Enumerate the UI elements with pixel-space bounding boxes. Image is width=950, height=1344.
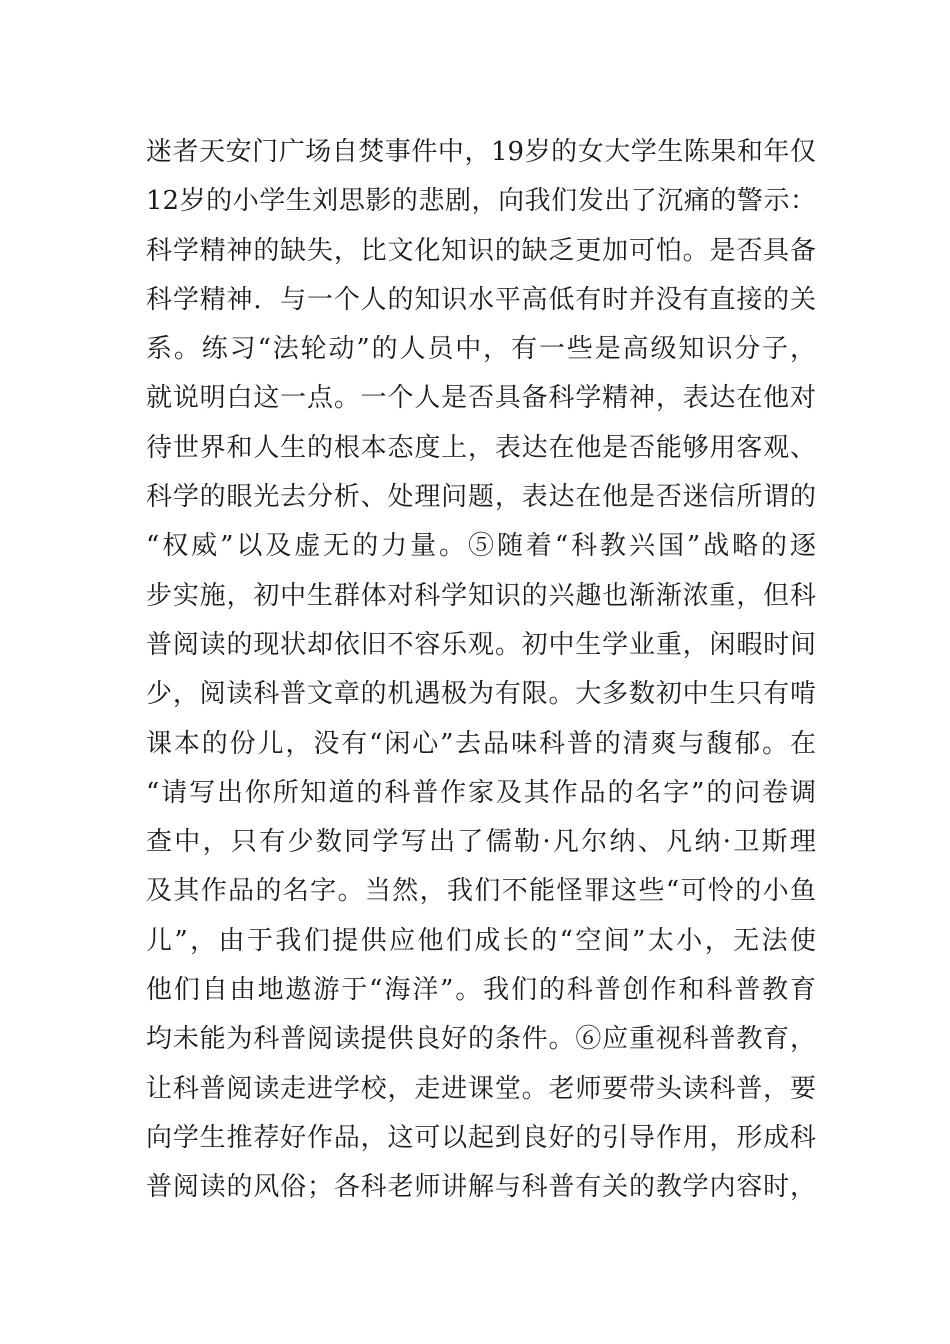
text-line: 少，阅读科普文章的机遇极为有限。大多数初中生只有啃 xyxy=(146,679,816,710)
text-line: 科学精神．与一个人的知识水平高低有时并没有直接的关 xyxy=(146,284,816,315)
text-line: 向学生推荐好作品，这可以起到良好的引导作用，形成科 xyxy=(146,1122,816,1153)
text-line: 系。练习“法轮动”的人员中，有一些是高级知识分子， xyxy=(146,334,816,365)
text-line: 课本的份儿，没有“闲心”去品味科普的清爽与馥郁。在 xyxy=(146,728,816,759)
text-line: 他们自由地遨游于“海洋”。我们的科普创作和科普教育 xyxy=(146,975,816,1006)
text-line: 查中，只有少数同学写出了儒勒·凡尔纳、凡纳·卫斯理 xyxy=(146,827,816,858)
text-line: 普阅读的风俗；各科老师讲解与科普有关的教学内容时， xyxy=(146,1172,816,1203)
text-line: 就说明白这一点。一个人是否具备科学精神，表达在他对 xyxy=(146,383,816,414)
body-text xyxy=(146,128,816,1213)
text-line: “权威”以及虚无的力量。⑤随着“科教兴国”战略的逐 xyxy=(146,531,816,562)
text-line: 科学的眼光去分析、处理问题，表达在他是否迷信所谓的 xyxy=(146,482,816,513)
text-line: “请写出你所知道的科普作家及其作品的名字”的问卷调 xyxy=(146,777,816,808)
text-line: 及其作品的名字。当然，我们不能怪罪这些“可怜的小鱼 xyxy=(146,876,816,907)
text-line: 普阅读的现状却依旧不容乐观。初中生学业重，闲暇时间 xyxy=(146,629,816,660)
text-line: 待世界和人生的根本态度上，表达在他是否能够用客观、 xyxy=(146,432,816,463)
text-line: 儿”，由于我们提供应他们成长的“空间”太小，无法使 xyxy=(146,925,816,956)
text-line: 均未能为科普阅读提供良好的条件。⑥应重视科普教育， xyxy=(146,1024,816,1055)
text-line: 让科普阅读走进学校，走进课堂。老师要带头读科普，要 xyxy=(146,1073,816,1104)
text-line: 12岁的小学生刘思影的悲剧，向我们发出了沉痛的警示： xyxy=(146,186,816,217)
text-line: 科学精神的缺失，比文化知识的缺乏更加可怕。是否具备 xyxy=(146,235,816,266)
text-line: 步实施，初中生群体对科学知识的兴趣也渐渐浓重，但科 xyxy=(146,580,816,611)
text-line: 迷者天安门广场自焚事件中，19岁的女大学生陈果和年仅 xyxy=(146,137,816,167)
